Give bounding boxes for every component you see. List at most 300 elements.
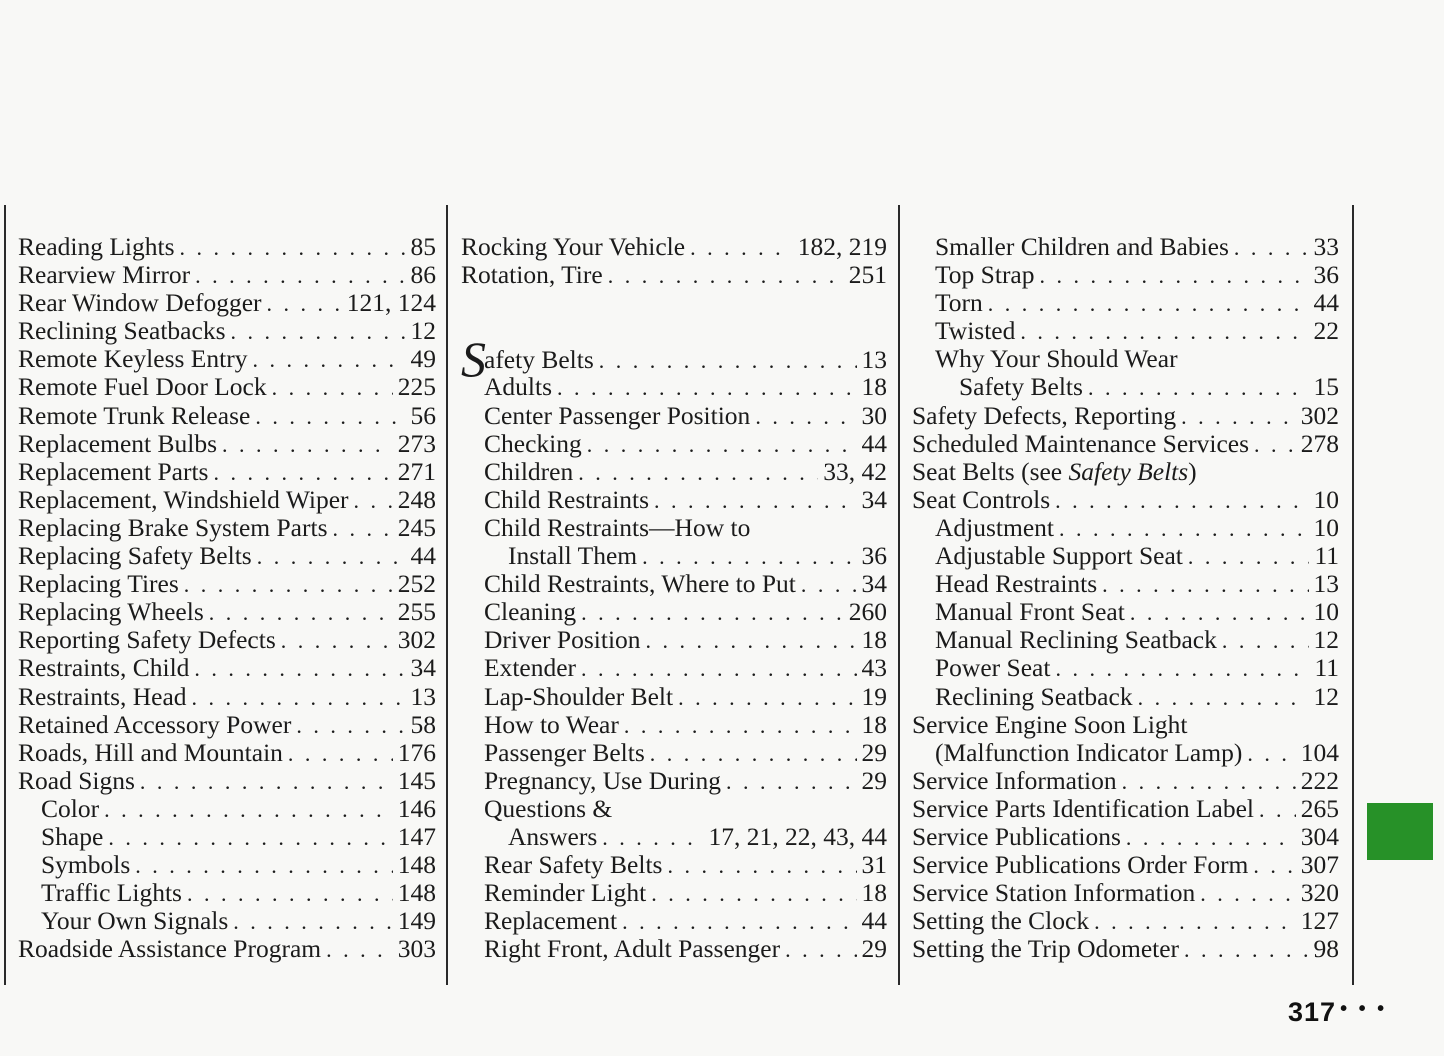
index-entry xyxy=(18,907,436,935)
dot-leader xyxy=(209,599,393,627)
entry-page-number: 36 xyxy=(861,541,887,571)
dot-leader xyxy=(651,880,856,908)
entry-page-number: 33 xyxy=(1313,232,1339,261)
index-entry xyxy=(461,935,887,963)
entry-page-number: 29 xyxy=(861,934,887,964)
dot-leader xyxy=(184,571,393,599)
entry-label xyxy=(18,317,226,345)
column-divider-2 xyxy=(898,205,900,985)
entry-page-number: 33, 42 xyxy=(823,456,887,486)
entry-page-number: 19 xyxy=(861,681,887,711)
index-column-2 xyxy=(461,233,887,963)
entry-label xyxy=(935,683,1133,711)
entry-label xyxy=(18,486,349,514)
entry-label xyxy=(18,430,217,458)
index-entry xyxy=(18,345,436,373)
entry-page-number: 44 xyxy=(861,428,887,458)
entry-page-number: 127 xyxy=(1300,906,1339,936)
entry-label xyxy=(484,767,721,795)
entry-text: Replacement Bulbs xyxy=(18,428,217,458)
index-entry xyxy=(461,402,887,430)
index-entry xyxy=(18,739,436,767)
entry-text: Remote Fuel Door Lock xyxy=(18,372,267,402)
dot-leader xyxy=(255,403,405,431)
entry-label xyxy=(18,458,208,486)
index-entry xyxy=(18,879,436,907)
index-entry xyxy=(912,739,1339,767)
entry-text: Service Publications xyxy=(912,821,1121,851)
entry-page-number: 146 xyxy=(397,793,436,823)
index-entry xyxy=(18,767,436,795)
entry-label xyxy=(484,373,552,401)
entry-page-number: 10 xyxy=(1313,597,1339,627)
entry-text: Service Engine Soon Light xyxy=(912,709,1188,739)
dot-leader xyxy=(333,515,393,543)
index-entry xyxy=(912,458,1339,486)
index-entry xyxy=(912,570,1339,598)
dot-leader xyxy=(267,290,342,318)
entry-label xyxy=(18,739,283,767)
index-entry xyxy=(461,767,887,795)
entry-text: Passenger Belts xyxy=(484,737,645,767)
entry-text: Rear Window Defogger xyxy=(18,288,262,318)
entry-label xyxy=(935,317,1015,345)
entry-page-number: 307 xyxy=(1300,850,1339,880)
entry-page-number: 304 xyxy=(1300,821,1339,851)
entry-label xyxy=(484,402,750,430)
entry-page-number: 147 xyxy=(397,821,436,851)
entry-label xyxy=(484,907,617,935)
entry-text: Lap-Shoulder Belt xyxy=(484,681,674,711)
entry-label xyxy=(912,907,1089,935)
index-entry xyxy=(18,851,436,879)
dot-leader xyxy=(1138,684,1309,712)
entry-label xyxy=(18,935,321,963)
index-entry xyxy=(912,823,1339,851)
entry-label xyxy=(508,542,637,570)
entry-label xyxy=(484,514,750,542)
entry-page-number: 34 xyxy=(861,569,887,599)
entry-text: Remote Trunk Release xyxy=(18,400,251,430)
dot-leader xyxy=(1020,318,1308,346)
index-entry xyxy=(912,879,1339,907)
index-entry xyxy=(18,458,436,486)
entry-label xyxy=(18,289,262,317)
entry-label xyxy=(912,430,1249,458)
entry-text: Service Parts Identification Label xyxy=(912,793,1254,823)
entry-text: Reminder Light xyxy=(484,878,647,908)
entry-label xyxy=(484,570,796,598)
entry-label xyxy=(935,654,1050,682)
index-entry xyxy=(18,598,436,626)
entry-text: How to Wear xyxy=(484,709,619,739)
dot-leader xyxy=(1253,852,1295,880)
index-entry xyxy=(18,514,436,542)
dot-leader xyxy=(180,234,406,262)
entry-page-number: 145 xyxy=(397,765,436,795)
entry-label xyxy=(484,739,645,767)
dot-leader xyxy=(755,403,856,431)
entry-text: Adults xyxy=(484,372,553,402)
entry-label xyxy=(935,570,1097,598)
entry-label xyxy=(484,458,573,486)
entry-text: Replacement xyxy=(484,906,618,936)
dot-leader xyxy=(288,740,393,768)
entry-page-number: 104 xyxy=(1300,737,1339,767)
entry-text: Roads, Hill and Mountain xyxy=(18,737,283,767)
index-column-1 xyxy=(18,233,436,963)
entry-label xyxy=(484,654,576,682)
index-entry xyxy=(912,430,1339,458)
index-entry xyxy=(912,373,1339,401)
dot-leader xyxy=(602,824,703,852)
entry-page-number: 273 xyxy=(397,428,436,458)
entry-text: Checking xyxy=(484,428,582,458)
entry-text: Reclining Seatback xyxy=(935,681,1133,711)
entry-text: Smaller Children and Babies xyxy=(935,232,1229,261)
entry-label xyxy=(935,233,1229,261)
entry-text: Driver Position xyxy=(484,625,641,655)
entry-text: Remote Keyless Entry xyxy=(18,344,248,374)
entry-page-number: 13 xyxy=(861,345,887,375)
entry-text: Child Restraints—How to xyxy=(484,512,751,542)
entry-page-number: 225 xyxy=(397,372,436,402)
entry-text: (Malfunction Indicator Lamp) xyxy=(935,737,1243,767)
index-entry xyxy=(18,626,436,654)
index-entry xyxy=(912,767,1339,795)
entry-text: Torn xyxy=(935,288,983,318)
entry-text: Rotation, Tire xyxy=(461,260,603,290)
entry-text: Service Publications Order Form xyxy=(912,850,1249,880)
entry-label xyxy=(41,851,130,879)
entry-label xyxy=(935,289,983,317)
entry-page-number: 13 xyxy=(410,681,436,711)
index-entry xyxy=(461,851,887,879)
entry-page-number: 44 xyxy=(410,541,436,571)
entry-label xyxy=(912,486,1050,514)
dot-leader xyxy=(326,936,393,964)
entry-text: Child Restraints, Where to Put xyxy=(484,569,796,599)
dot-leader xyxy=(296,712,405,740)
entry-label xyxy=(18,542,252,570)
entry-page-number: 149 xyxy=(397,906,436,936)
index-entry xyxy=(18,795,436,823)
index-entry xyxy=(18,823,436,851)
entry-label xyxy=(484,626,641,654)
entry-text: Shape xyxy=(41,821,104,851)
index-entry xyxy=(461,683,887,711)
entry-page-number: 98 xyxy=(1313,934,1339,964)
index-entry xyxy=(912,233,1339,261)
entry-label xyxy=(912,458,1197,486)
entry-page-number: 31 xyxy=(861,850,887,880)
entry-label xyxy=(18,514,328,542)
entry-page-number: 176 xyxy=(397,737,436,767)
dot-leader xyxy=(272,374,393,402)
dot-leader xyxy=(646,627,857,655)
dot-leader xyxy=(667,852,856,880)
entry-page-number: 302 xyxy=(397,625,436,655)
entry-text: Replacing Brake System Parts xyxy=(18,512,328,542)
entry-label xyxy=(461,233,685,261)
entry-text: Replacing Wheels xyxy=(18,597,204,627)
entry-page-number: 49 xyxy=(410,344,436,374)
dot-leader xyxy=(1188,543,1310,571)
index-entry xyxy=(912,261,1339,289)
entry-page-number: 148 xyxy=(397,878,436,908)
index-entry xyxy=(912,711,1339,739)
dot-leader xyxy=(1234,234,1309,262)
index-entry xyxy=(461,261,887,289)
entry-text: Manual Front Seat xyxy=(935,597,1125,627)
dot-leader xyxy=(1059,515,1309,543)
index-entry xyxy=(912,683,1339,711)
dot-leader xyxy=(1222,627,1309,655)
dot-leader xyxy=(678,684,856,712)
entry-text: Questions & xyxy=(484,793,613,823)
index-entry xyxy=(461,514,887,542)
entry-text: Replacement, Windshield Wiper xyxy=(18,484,349,514)
entry-page-number: 12 xyxy=(1313,625,1339,655)
section-tab xyxy=(1367,803,1433,860)
entry-page-number: 303 xyxy=(397,934,436,964)
entry-text: Power Seat xyxy=(935,653,1051,683)
entry-label xyxy=(18,345,247,373)
entry-text: Cleaning xyxy=(484,597,577,627)
dot-leader xyxy=(642,543,856,571)
entry-text: Reading Lights xyxy=(18,232,175,261)
index-entry xyxy=(18,683,436,711)
entry-page-number: 36 xyxy=(1313,260,1339,290)
entry-text: Road Signs xyxy=(18,765,135,795)
entry-text: Symbols xyxy=(41,850,131,880)
dot-leader xyxy=(622,908,856,936)
index-entry xyxy=(18,935,436,963)
index-entry xyxy=(912,654,1339,682)
entry-label xyxy=(41,823,103,851)
dot-leader xyxy=(140,768,393,796)
entry-text: Replacing Safety Belts xyxy=(18,541,252,571)
entry-label xyxy=(912,823,1121,851)
dot-leader xyxy=(222,431,393,459)
index-entry xyxy=(912,486,1339,514)
dot-leader xyxy=(1094,908,1296,936)
index-entry xyxy=(461,373,887,401)
dot-leader xyxy=(213,459,392,487)
entry-page-number: 44 xyxy=(1313,288,1339,318)
entry-text: Seat Controls xyxy=(912,484,1051,514)
index-entry xyxy=(461,795,887,823)
entry-text: Setting the Trip Odometer xyxy=(912,934,1180,964)
entry-label xyxy=(484,935,780,963)
entry-page-number: 18 xyxy=(861,372,887,402)
entry-text: Why Your Should Wear xyxy=(935,344,1178,374)
entry-text: Roadside Assistance Program xyxy=(18,934,322,964)
index-entry xyxy=(912,795,1339,823)
entry-page-number: 252 xyxy=(397,569,436,599)
entry-page-number: 56 xyxy=(410,400,436,430)
dot-leader xyxy=(354,487,393,515)
index-entry xyxy=(912,317,1339,345)
index-entry xyxy=(18,373,436,401)
index-entry xyxy=(912,626,1339,654)
dot-leader xyxy=(257,543,406,571)
dot-leader xyxy=(1122,768,1296,796)
entry-label xyxy=(912,935,1179,963)
entry-label xyxy=(959,373,1083,401)
entry-page-number: 12 xyxy=(410,316,436,346)
index-entry xyxy=(461,879,887,907)
dot-leader xyxy=(231,318,406,346)
dot-leader xyxy=(557,374,856,402)
entry-text: Rocking Your Vehicle xyxy=(461,232,686,261)
entry-text: Traffic Lights xyxy=(41,878,182,908)
dot-leader xyxy=(1055,487,1308,515)
entry-text: Pregnancy, Use During xyxy=(484,765,721,795)
entry-page-number: 260 xyxy=(848,597,887,627)
index-entry xyxy=(18,402,436,430)
entry-page-number: 44 xyxy=(861,906,887,936)
entry-page-number: 121, 124 xyxy=(346,288,436,318)
dot-leader xyxy=(1126,824,1296,852)
entry-label xyxy=(18,683,187,711)
entry-text: Head Restraints xyxy=(935,569,1098,599)
entry-text: Replacing Tires xyxy=(18,569,179,599)
entry-page-number: 18 xyxy=(861,878,887,908)
index-entry xyxy=(912,402,1339,430)
index-entry xyxy=(461,458,887,486)
entry-text: Children xyxy=(484,456,574,486)
entry-label xyxy=(41,879,182,907)
entry-label xyxy=(484,486,649,514)
entry-label xyxy=(18,767,135,795)
entry-label xyxy=(41,907,228,935)
dot-leader xyxy=(654,487,856,515)
entry-label xyxy=(935,542,1183,570)
entry-label xyxy=(484,879,646,907)
entry-page-number: 10 xyxy=(1313,484,1339,514)
entry-label xyxy=(18,598,204,626)
dot-leader xyxy=(1040,262,1309,290)
entry-page-number: 58 xyxy=(410,709,436,739)
entry-page-number: 222 xyxy=(1300,765,1339,795)
entry-page-number: 17, 21, 22, 43, 44 xyxy=(708,821,887,851)
entry-page-number: 255 xyxy=(397,597,436,627)
dot-leader xyxy=(233,908,392,936)
entry-text: Your Own Signals xyxy=(41,906,229,936)
index-entry xyxy=(461,233,887,261)
dot-leader xyxy=(726,768,857,796)
dot-leader xyxy=(1181,403,1296,431)
index-entry xyxy=(461,626,887,654)
dot-leader xyxy=(108,824,392,852)
entry-label xyxy=(912,767,1117,795)
entry-text: Retained Accessory Power xyxy=(18,709,292,739)
dot-leader xyxy=(104,796,393,824)
entry-text: Service Information xyxy=(912,765,1117,795)
index-entry xyxy=(912,598,1339,626)
entry-text: Right Front, Adult Passenger xyxy=(484,934,781,964)
entry-label xyxy=(461,261,603,289)
entry-page-number: 29 xyxy=(861,737,887,767)
entry-label xyxy=(912,795,1254,823)
index-entry xyxy=(18,542,436,570)
entry-text: Replacement Parts xyxy=(18,456,209,486)
index-entry xyxy=(912,907,1339,935)
dot-leader xyxy=(599,347,857,375)
dot-leader xyxy=(192,684,406,712)
index-entry xyxy=(461,598,887,626)
entry-page-number: 13 xyxy=(1313,569,1339,599)
index-entry xyxy=(912,345,1339,373)
entry-label xyxy=(18,654,189,682)
dot-leader xyxy=(281,627,393,655)
entry-page-number: 15 xyxy=(1313,372,1339,402)
dot-leader xyxy=(1088,374,1309,402)
dot-leader xyxy=(194,655,405,683)
dot-leader xyxy=(690,234,793,262)
entry-text: Manual Reclining Seatback xyxy=(935,625,1217,655)
entry-label xyxy=(912,711,1188,739)
index-entry xyxy=(18,486,436,514)
entry-page-number: 34 xyxy=(861,484,887,514)
index-entry xyxy=(18,430,436,458)
entry-label xyxy=(935,345,1178,373)
entry-label xyxy=(18,626,276,654)
index-entry xyxy=(18,261,436,289)
entry-text: Child Restraints xyxy=(484,484,650,514)
dot-leader xyxy=(1102,571,1308,599)
section-gap xyxy=(461,289,887,345)
entry-label xyxy=(18,402,250,430)
entry-label xyxy=(18,233,175,261)
dot-leader xyxy=(1247,740,1295,768)
entry-label xyxy=(484,430,582,458)
index-entry xyxy=(912,935,1339,963)
entry-text-tail: ) xyxy=(1188,456,1197,486)
index-entry xyxy=(18,570,436,598)
entry-label xyxy=(484,598,576,626)
entry-text: Rear Safety Belts xyxy=(484,850,663,880)
entry-page-number: 85 xyxy=(410,232,436,261)
entry-label xyxy=(484,851,662,879)
entry-text: Safety Belts xyxy=(959,372,1083,402)
dot-leader xyxy=(650,740,857,768)
page-number: 317 • • • xyxy=(1288,997,1388,1027)
index-entry xyxy=(912,289,1339,317)
entry-text: Adjustable Support Seat xyxy=(935,541,1183,571)
dot-leader xyxy=(187,880,393,908)
entry-label xyxy=(484,711,619,739)
entry-label xyxy=(912,851,1248,879)
index-entry xyxy=(18,317,436,345)
entry-text: Safety Defects, Reporting xyxy=(912,400,1177,430)
dot-leader xyxy=(1055,655,1309,683)
entry-text: Answers xyxy=(508,821,598,851)
index-entry xyxy=(18,289,436,317)
left-margin-rule xyxy=(4,205,6,985)
entry-text: Install Them xyxy=(508,541,638,571)
entry-label xyxy=(18,570,179,598)
dot-leader xyxy=(587,431,857,459)
entry-page-number: 30 xyxy=(861,400,887,430)
dot-leader xyxy=(252,346,405,374)
index-entry xyxy=(461,430,887,458)
dot-leader xyxy=(785,936,856,964)
entry-page-number: 86 xyxy=(410,260,436,290)
entry-page-number: 18 xyxy=(861,625,887,655)
entry-text: Reporting Safety Defects xyxy=(18,625,276,655)
